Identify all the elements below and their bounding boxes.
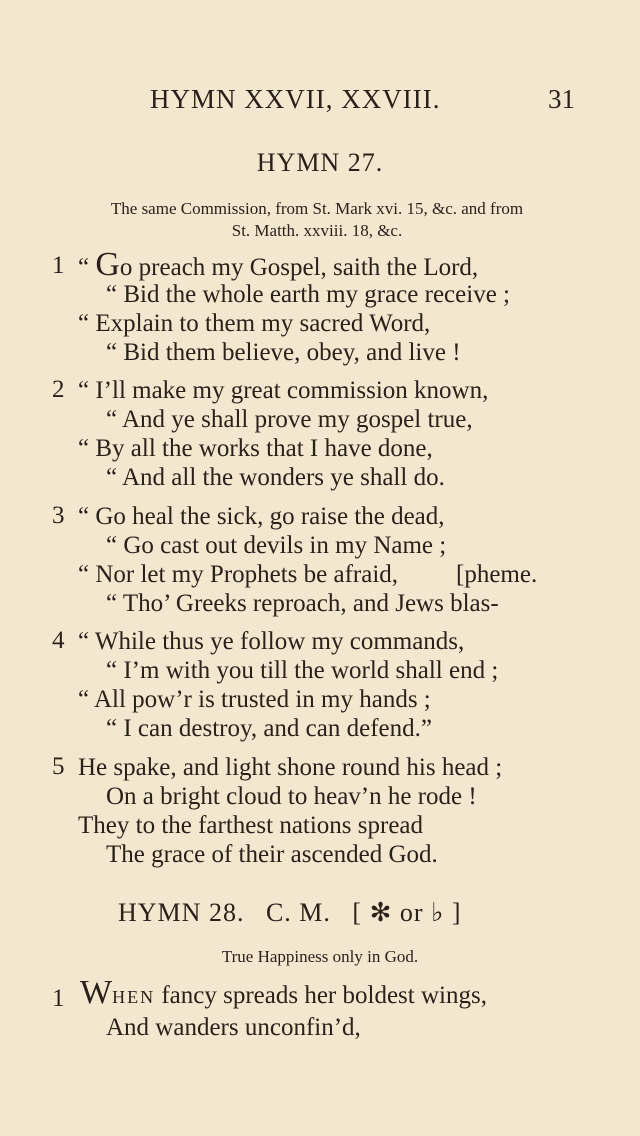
drop-letter: W [80, 974, 113, 1011]
stanza-2-line-4: “ And all the wonders ye shall do. [106, 464, 445, 491]
stanza-3-line-3: “ Nor let my Prophets be afraid, [78, 561, 399, 588]
hymn-28-line-1 [80, 974, 487, 1011]
small-caps-word: hen [112, 982, 156, 1009]
stanza-2-line-1: “ I’ll make my great commission known, [78, 377, 489, 404]
running-head: HYMN XXVII, XXVIII. [150, 84, 441, 114]
stanza-1-line-4: “ Bid them believe, obey, and live ! [106, 339, 461, 366]
stanza-3-line-3-overflow: [pheme. [456, 561, 538, 588]
stanza-5-number: 5 [52, 753, 65, 780]
stanza-5-line-4: The grace of their ascended God. [106, 841, 438, 868]
stanza-3-line-1: “ Go heal the sick, go raise the dead, [78, 503, 445, 530]
hymn-27-subtitle-line-2: St. Matth. xxviii. 18, &c. [231, 221, 403, 240]
hymn-28-stanza-1-number: 1 [52, 985, 65, 1012]
line-text: o preach my Gospel, saith the Lord, [119, 254, 479, 281]
hymn-27-subtitle-line-1: The same Commission, from St. Mark xvi. 15, &c. and from [110, 199, 524, 218]
sharp-symbol-icon: ✻ [369, 898, 393, 927]
page-number: 31 [548, 84, 575, 114]
stanza-3-line-4: “ Tho’ Greeks reproach, and Jews blas- [106, 590, 499, 617]
line-text: fancy spreads her boldest wings, [155, 982, 487, 1009]
stanza-2-number: 2 [52, 376, 65, 403]
stanza-1-line-2: “ Bid the whole earth my grace receive ; [106, 281, 510, 308]
key-or: or [399, 898, 424, 927]
stanza-1-number: 1 [52, 252, 65, 279]
stanza-5-line-1: He spake, and light shone round his head ; [78, 754, 503, 781]
key-bracket-open: [ [352, 898, 363, 927]
hymn-28-title: HYMN 28. [118, 898, 245, 927]
drop-letter: G [95, 246, 120, 283]
stanza-4-line-4: “ I can destroy, and can defend.” [106, 715, 432, 742]
hymn-27-title: HYMN 27. [256, 148, 384, 177]
stanza-1-line-3: “ Explain to them my sacred Word, [78, 310, 431, 337]
hymn-28-subtitle: True Happiness only in God. [221, 947, 419, 966]
opening-quote: “ [78, 254, 96, 281]
stanza-4-number: 4 [52, 627, 65, 654]
stanza-2-line-3: “ By all the works that I have done, [78, 435, 433, 462]
stanza-2-line-2: “ And ye shall prove my gospel true, [106, 406, 473, 433]
key-bracket-close: ] [451, 898, 462, 927]
stanza-3-line-2: “ Go cast out devils in my Name ; [106, 532, 447, 559]
hymn-28-heading [118, 898, 462, 927]
stanza-3-number: 3 [52, 502, 65, 529]
stanza-5-line-3: They to the farthest nations spread [78, 812, 424, 839]
stanza-1-line-1 [78, 246, 479, 283]
stanza-4-line-1: “ While thus ye follow my commands, [78, 628, 465, 655]
hymn-28-meter: C. M. [265, 898, 331, 927]
flat-symbol-icon: ♭ [431, 898, 445, 927]
stanza-5-line-2: On a bright cloud to heav’n he rode ! [106, 783, 477, 810]
stanza-4-line-2: “ I’m with you till the world shall end ; [106, 657, 499, 684]
stanza-4-line-3: “ All pow’r is trusted in my hands ; [78, 686, 431, 713]
hymn-28-line-2: And wanders unconfin’d, [106, 1014, 361, 1041]
